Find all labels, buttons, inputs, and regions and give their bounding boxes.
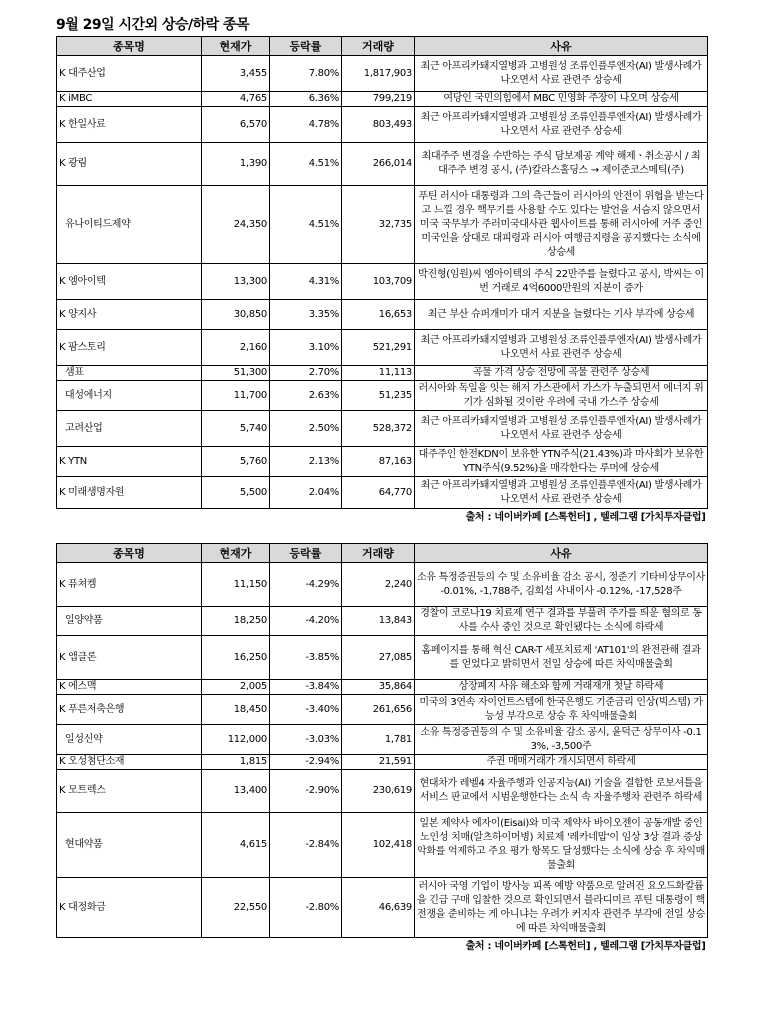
header-change: 등락률 (270, 37, 342, 56)
change-cell: 3.35% (270, 300, 342, 330)
reason-cell: 현대차가 레벨4 자율주행과 인공지능(AI) 기술을 결합한 로보셔틀을 서비스 판교에서 시범운행한다는 소식 속 자율주행차 관련주 하락세 (415, 770, 708, 813)
stock-name: 고려산업 (57, 411, 202, 447)
volume-cell: 64,770 (342, 477, 415, 509)
stock-name: K 대주산업 (57, 56, 202, 92)
table-row (57, 143, 708, 186)
price-cell: 1,815 (202, 755, 270, 770)
table-row (57, 447, 708, 477)
price-cell: 13,400 (202, 770, 270, 813)
table-row (57, 411, 708, 447)
table-row (57, 563, 708, 607)
header-volume: 거래량 (342, 544, 415, 563)
reason-cell: 곡물 가격 상승 전망에 곡물 관련주 상승세 (415, 366, 708, 381)
header-reason: 사유 (415, 37, 708, 56)
stock-name: K 오성첨단소재 (57, 755, 202, 770)
volume-cell: 11,113 (342, 366, 415, 381)
table-row (57, 186, 708, 264)
volume-cell: 35,864 (342, 680, 415, 695)
change-cell: 2.63% (270, 381, 342, 411)
change-cell: -2.80% (270, 878, 342, 938)
stock-name: 현대약품 (57, 813, 202, 878)
source-note: 출처 : 네이버카페 [스톡헌터] , 텔레그램 [가치투자클럽] (465, 512, 706, 523)
stock-name: K 팜스토리 (57, 330, 202, 366)
price-cell: 11,150 (202, 563, 270, 607)
reason-cell: 최근 아프리카돼지열병과 고병원성 조류인플루엔자(AI) 발생사례가 나오면서 사료 관련주 상승세 (415, 477, 708, 509)
stock-name: K 푸른저축은행 (57, 695, 202, 725)
reason-cell: 일본 제약사 에자이(Eisai)와 미국 제약사 바이오젠이 공동개발 중인 노인성 치매(알츠하이머병) 치료제 '레카네맙'이 임상 3상 결과 증상 악화를 억제하고 주요 평가 항목도 달성했다는 소식에 상승 후 차익매물출회 (415, 813, 708, 878)
table-row (57, 381, 708, 411)
price-cell: 5,740 (202, 411, 270, 447)
price-cell: 18,250 (202, 607, 270, 636)
header-price: 현재가 (202, 544, 270, 563)
volume-cell: 803,493 (342, 107, 415, 143)
header-reason: 사유 (415, 544, 708, 563)
price-cell: 5,500 (202, 477, 270, 509)
reason-cell: 최근 아프리카돼지열병과 고병원성 조류인플루엔자(AI) 발생사례가 나오면서 사료 관련주 상승세 (415, 330, 708, 366)
table-header-row (57, 37, 708, 56)
header-name: 종목명 (57, 544, 202, 563)
volume-cell: 261,656 (342, 695, 415, 725)
volume-cell: 230,619 (342, 770, 415, 813)
volume-cell: 32,735 (342, 186, 415, 264)
change-cell: -2.84% (270, 813, 342, 878)
reason-cell: 박진형(임원)씨 엠아이텍의 주식 22만주를 늘렸다고 공시, 박씨는 이번 거래로 4억6000만원의 지분이 증가 (415, 264, 708, 300)
change-cell: -3.40% (270, 695, 342, 725)
reason-cell: 소유 특정증권등의 수 및 소유비율 감소 공시, 정준기 기타비상무이사 -0.01%, -1,788주, 김희섭 사내이사 -0.12%, -17,528주 (415, 563, 708, 607)
header-name: 종목명 (57, 37, 202, 56)
stock-name: K 양지사 (57, 300, 202, 330)
price-cell: 24,350 (202, 186, 270, 264)
price-cell: 6,570 (202, 107, 270, 143)
stock-name: 유나이티드제약 (57, 186, 202, 264)
change-cell: 7.80% (270, 56, 342, 92)
reason-cell: 최근 아프리카돼지열병과 고병원성 조류인플루엔자(AI) 발생사례가 나오면서 사료 관련주 상승세 (415, 56, 708, 92)
stock-name: K 광림 (57, 143, 202, 186)
table-row (57, 636, 708, 680)
table-row (57, 366, 708, 381)
volume-cell: 521,291 (342, 330, 415, 366)
price-cell: 11,700 (202, 381, 270, 411)
header-price: 현재가 (202, 37, 270, 56)
price-cell: 3,455 (202, 56, 270, 92)
table-row (57, 695, 708, 725)
reason-cell: 소유 특정증권등의 수 및 소유비율 감소 공시, 윤덕근 상무이사 -0.13%, -3,500주 (415, 725, 708, 755)
price-cell: 4,615 (202, 813, 270, 878)
table-row (57, 813, 708, 878)
stock-name: 일양약품 (57, 607, 202, 636)
price-cell: 4,765 (202, 92, 270, 107)
price-cell: 18,450 (202, 695, 270, 725)
header-volume: 거래량 (342, 37, 415, 56)
table-row (57, 107, 708, 143)
price-cell: 2,160 (202, 330, 270, 366)
reason-cell: 주권 매매거래가 개시되면서 하락세 (415, 755, 708, 770)
volume-cell: 27,085 (342, 636, 415, 680)
stock-name: K YTN (57, 447, 202, 477)
volume-cell: 46,639 (342, 878, 415, 938)
volume-cell: 2,240 (342, 563, 415, 607)
change-cell: -3.85% (270, 636, 342, 680)
table-row (57, 725, 708, 755)
stock-name: K 에스맥 (57, 680, 202, 695)
change-cell: -4.29% (270, 563, 342, 607)
change-cell: 2.70% (270, 366, 342, 381)
stock-name: K iMBC (57, 92, 202, 107)
volume-cell: 799,219 (342, 92, 415, 107)
reason-cell: 최대주주 변경을 수반하는 주식 담보제공 계약 해제ㆍ취소공시 / 최대주주 변경 공시, (주)칼라스홀딩스 → 제이준코스메틱(주) (415, 143, 708, 186)
price-cell: 112,000 (202, 725, 270, 755)
change-cell: 4.51% (270, 143, 342, 186)
stock-name: K 한일사료 (57, 107, 202, 143)
stock-name: K 엠아이텍 (57, 264, 202, 300)
source-note: 출처 : 네이버카페 [스톡헌터] , 텔레그램 [가치투자클럽] (465, 941, 706, 952)
change-cell: 2.13% (270, 447, 342, 477)
header-change: 등락률 (270, 544, 342, 563)
volume-cell: 1,817,903 (342, 56, 415, 92)
change-cell: 2.50% (270, 411, 342, 447)
change-cell: -2.90% (270, 770, 342, 813)
table-row (57, 56, 708, 92)
volume-cell: 87,163 (342, 447, 415, 477)
stock-name: K 퓨쳐켐 (57, 563, 202, 607)
table-row (57, 330, 708, 366)
volume-cell: 102,418 (342, 813, 415, 878)
volume-cell: 266,014 (342, 143, 415, 186)
table-row (57, 264, 708, 300)
reason-cell: 대주주인 한전KDN이 보유한 YTN주식(21.43%)과 마사회가 보유한 YTN주식(9.52%)을 매각한다는 루머에 상승세 (415, 447, 708, 477)
reason-cell: 경찰이 코로나19 치료제 연구 결과를 부풀려 주가를 띄운 혐의로 동사를 수사 중인 것으로 확인됐다는 소식에 하락세 (415, 607, 708, 636)
price-cell: 2,005 (202, 680, 270, 695)
table-row (57, 680, 708, 695)
table-row (57, 755, 708, 770)
reason-cell: 상장폐지 사유 해소와 함께 거래재개 첫날 하락세 (415, 680, 708, 695)
reason-cell: 여당인 국민의힘에서 MBC 민영화 주장이 나오며 상승세 (415, 92, 708, 107)
volume-cell: 51,235 (342, 381, 415, 411)
volume-cell: 528,372 (342, 411, 415, 447)
change-cell: -4.20% (270, 607, 342, 636)
change-cell: 6.36% (270, 92, 342, 107)
volume-cell: 21,591 (342, 755, 415, 770)
change-cell: 4.78% (270, 107, 342, 143)
table-row (57, 300, 708, 330)
reason-cell: 푸틴 러시아 대통령과 그의 측근들이 러시아의 안전이 위협을 받는다고 느낄 경우 핵무기를 사용할 수도 있다는 발언을 서슴지 않으면서 미국 국무부가 주러미국대사관 웹사이트를 통해 러시아에 거주 중인 미국인을 상대로 대피령과 러시아 여행금지령을 공지했다는 소식에 상승세 (415, 186, 708, 264)
volume-cell: 13,843 (342, 607, 415, 636)
page-title: 9월 29일 시간외 상승/하락 종목 (56, 17, 250, 33)
table-header-row (57, 544, 708, 563)
price-cell: 51,300 (202, 366, 270, 381)
falling-stocks-table (56, 543, 708, 956)
table-row (57, 878, 708, 938)
price-cell: 16,250 (202, 636, 270, 680)
price-cell: 30,850 (202, 300, 270, 330)
reason-cell: 최근 아프리카돼지열병과 고병원성 조류인플루엔자(AI) 발생사례가 나오면서 사료 관련주 상승세 (415, 411, 708, 447)
table-row (57, 477, 708, 509)
stock-name: K 앱클론 (57, 636, 202, 680)
volume-cell: 103,709 (342, 264, 415, 300)
change-cell: -2.94% (270, 755, 342, 770)
reason-cell: 미국의 3연속 자이언트스텝에 한국은행도 기준금리 인상(빅스텝) 가능성 부각으로 상승 후 차익매물출회 (415, 695, 708, 725)
price-cell: 1,390 (202, 143, 270, 186)
table-row (57, 92, 708, 107)
stock-name: 대성에너지 (57, 381, 202, 411)
reason-cell: 최근 아프리카돼지열병과 고병원성 조류인플루엔자(AI) 발생사례가 나오면서 사료 관련주 상승세 (415, 107, 708, 143)
price-cell: 5,760 (202, 447, 270, 477)
stock-name: K 모트렉스 (57, 770, 202, 813)
volume-cell: 16,653 (342, 300, 415, 330)
stock-name: K 대정화금 (57, 878, 202, 938)
rising-stocks-table (56, 36, 708, 527)
change-cell: 3.10% (270, 330, 342, 366)
volume-cell: 1,781 (342, 725, 415, 755)
reason-cell: 최근 부산 슈퍼개미가 대거 지분을 늘렸다는 기사 부각에 상승세 (415, 300, 708, 330)
table-row (57, 770, 708, 813)
reason-cell: 홈페이지를 통해 혁신 CAR-T 세포치료제 'AT101'의 완전관해 결과를 얻었다고 밝히면서 전일 상승에 따른 차익매물출회 (415, 636, 708, 680)
table-row (57, 607, 708, 636)
change-cell: 2.04% (270, 477, 342, 509)
price-cell: 22,550 (202, 878, 270, 938)
change-cell: 4.51% (270, 186, 342, 264)
price-cell: 13,300 (202, 264, 270, 300)
change-cell: -3.84% (270, 680, 342, 695)
change-cell: 4.31% (270, 264, 342, 300)
stock-name: 일성신약 (57, 725, 202, 755)
reason-cell: 러시아와 독일을 잇는 해저 가스관에서 가스가 누출되면서 에너지 위기가 심화될 것이란 우려에 국내 가스주 상승세 (415, 381, 708, 411)
stock-name: K 미래생명자원 (57, 477, 202, 509)
change-cell: -3.03% (270, 725, 342, 755)
stock-name: 샘표 (57, 366, 202, 381)
reason-cell: 러시아 국영 기업이 방사능 피폭 예방 약품으로 알려진 요오드화칼륨을 긴급 구매 입찰한 것으로 확인되면서 블라디미르 푸틴 대통령이 핵 전쟁을 준비하는 게 아니냐는 우려가 커지자 관련주 부각에 전일 상승에 따른 차익매물출회 (415, 878, 708, 938)
